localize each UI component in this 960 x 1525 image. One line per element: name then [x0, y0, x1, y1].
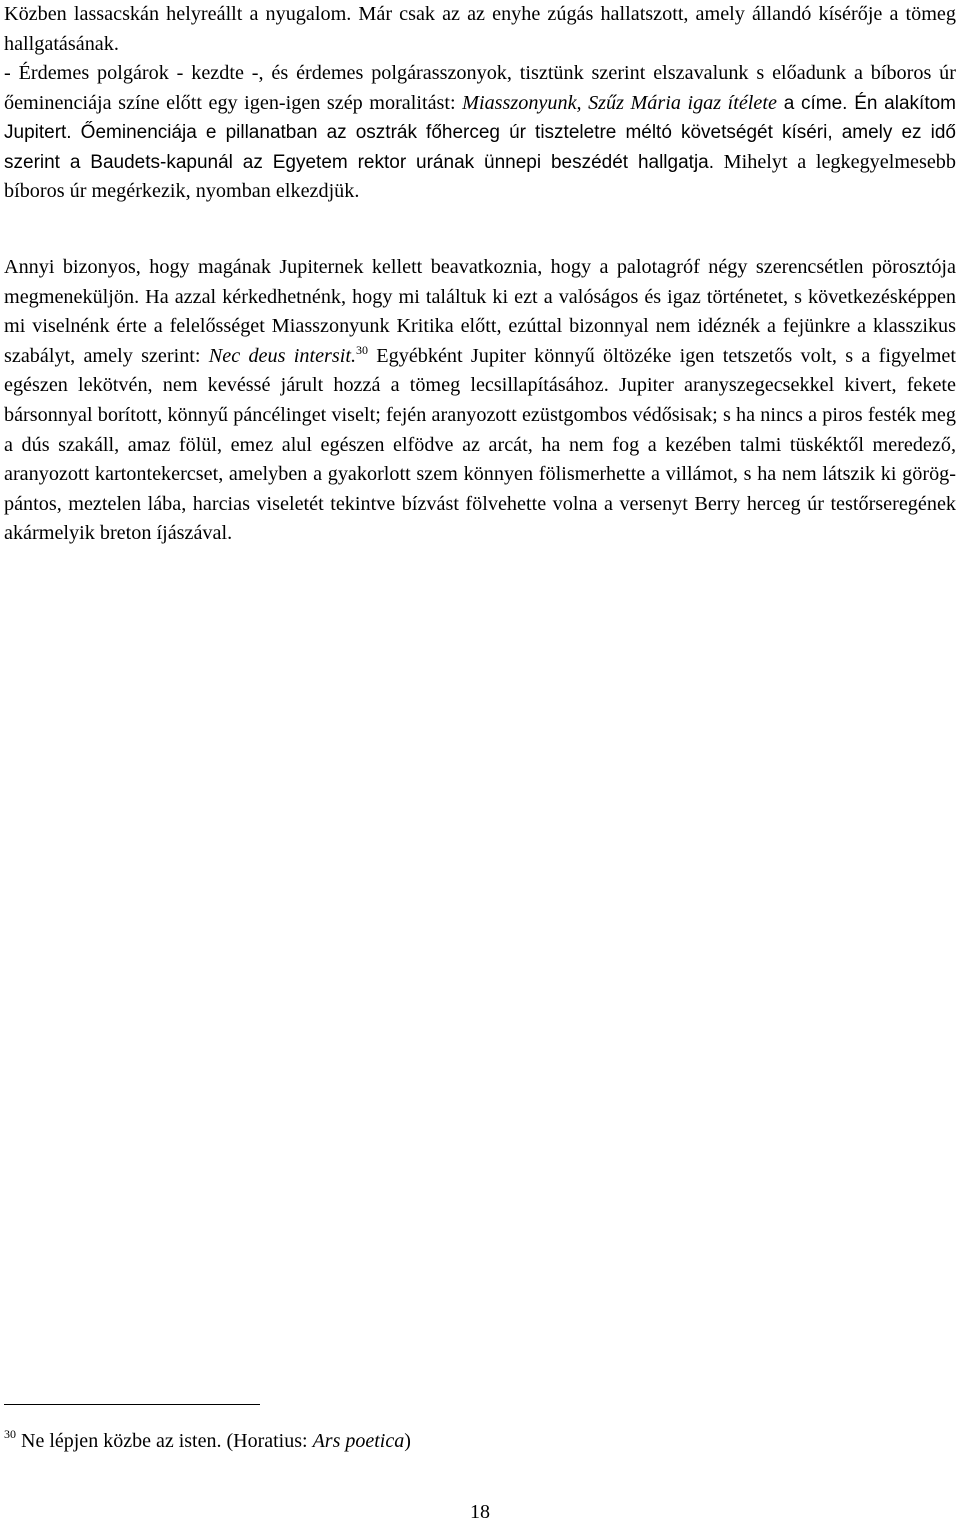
latin-quote: Nec deus intersit.: [208, 344, 357, 367]
paragraph-1-text: Közben lassacskán helyreállt a nyugalom. Már csak az az enyhe zúgás hallatszott, amely állandó kísérője a tömeg hallgatásának.: [4, 3, 956, 55]
footnote-number: 30: [4, 1427, 16, 1441]
paragraph-2: [4, 59, 956, 207]
footnote: [4, 1427, 411, 1455]
paragraph-2-body: a címe. Én alakítom Jupitert. Őeminenciája e pillanatban az osztrák főherceg úr tiszteletre méltó követségét kíséri, amely ez idő szerint a Baudets-kapunál az Egyetem rektor urának ünnepi beszédét hallgatja.: [4, 92, 956, 173]
paragraph-2-closing: Mihelyt a legkegyelmesebb bíboros úr megérkezik, nyomban elkezdjük.: [4, 150, 956, 203]
footnote-reference[interactable]: 30: [356, 342, 369, 357]
paragraph-1: [4, 0, 956, 59]
footnote-text: Ne lépjen közbe az isten. (Horatius:: [21, 1430, 313, 1452]
paragraph-3-body: Egyébként Jupiter könnyű öltözéke igen tetszetős volt, s a figyelmet egészen lekötvén, nem kevéssé járult hozzá a tömeg lecsillapításához. Jupiter aranyszegecsekkel kivert, fekete bársonnyal borított, könnyű páncélinget viselt; fején aranyozott ezüstgombos védősisak; s ha nincs a piros festék meg a dús szakáll, amaz fölül, emez alul egészen elfödve az arcát, ha nem fog a kezében talmi tüskéktől meredező, aranyozott kartontekercset, amelyben a gyakorlott szem könnyen fölismerhette a villámot, s ha nem látszik ki görögpántos, meztelen lába, harcias viseletét tekintve bízvást fölvehette volna a versenyt Berry herceg úr testőrseregének akármelyik breton íjászával.: [4, 344, 956, 545]
morality-play-title: Miasszonyunk, Szűz Mária igaz ítélete: [462, 91, 777, 114]
paragraph-3-opening: Annyi bizonyos, hogy magának Jupiternek kellett beavatkoznia, hogy a palotagróf négy szerencsétlen pörosztója megmeneküljön. Ha azzal kérkedhetnénk, hogy mi találtuk ki ezt a valóságos és igaz történetet, s következésképpen mi viselnénk érte a felelősséget Miasszonyunk Kritika előtt, ezúttal bizonnyal nem idéznék a fejünkre a klasszikus szabályt, amely szerint:: [4, 256, 956, 367]
paragraph-2-opening: - Érdemes polgárok - kezdte -, és érdemes polgárasszonyok, tisztünk szerint elszavalunk s előadunk a bíboros úr őeminenciája színe előtt egy igen-igen szép moralitást:: [4, 62, 956, 114]
footnote-source-title: Ars poetica: [312, 1430, 405, 1452]
footnote-divider: [4, 1404, 260, 1405]
paragraph-3: [4, 253, 956, 549]
page-number: 18: [470, 1501, 490, 1523]
footnote-close: ): [404, 1430, 411, 1452]
